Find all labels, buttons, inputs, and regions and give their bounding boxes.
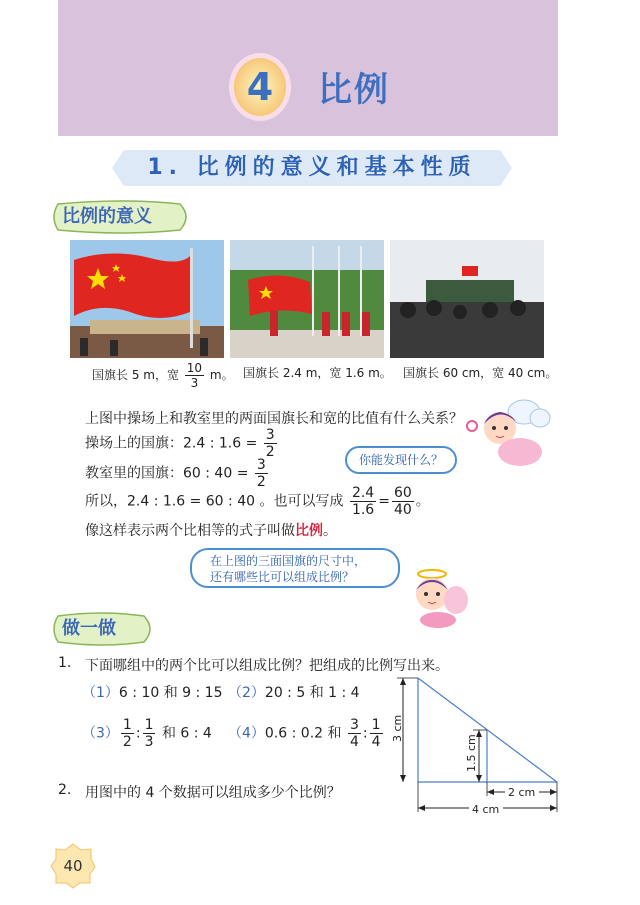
caption-photo-2: 国旗长 2.4 m，宽 1.6 m。	[243, 366, 392, 380]
caption-photo-1: 国旗长 5 m，宽 $\frac{10}{3}$ m。	[92, 361, 234, 390]
question-text: 上图中操场上和教室里的两面国旗长和宽的比值有什么关系？	[85, 411, 463, 427]
label-3cm: 3 cm	[391, 714, 404, 742]
section-banner	[112, 148, 512, 188]
exercise-1-item-1: （1）6 : 10 和 9 : 15	[82, 685, 223, 701]
unit-number-badge	[228, 52, 292, 122]
photo-square-flag	[70, 240, 224, 358]
page-number-badge	[50, 843, 96, 889]
exercise-2-text: 用图中的 4 个数据可以组成多少个比例？	[85, 785, 341, 801]
label-1-5cm: 1.5 cm	[465, 734, 478, 772]
classroom-flag-ratio: 教室里的国旗：60 : 40 = $\frac{3}{2}$	[85, 457, 266, 490]
exercise-1-item-4: （4）0.6 : 0.2 和 $\frac{3}{4}$ : $\frac{1}{4}$	[228, 717, 381, 750]
term-proportion: 比例	[295, 523, 323, 539]
exercise-1-text: 下面哪组中的两个比可以组成比例？把组成的比例写出来。	[85, 658, 449, 674]
subhead-practice	[52, 612, 154, 646]
unit-number: 4	[246, 65, 274, 109]
photo-school-flag	[230, 240, 384, 358]
section-title: 1. 比例的意义和基本性质	[147, 155, 477, 180]
unit-header	[58, 0, 558, 136]
angel-girl-icon	[466, 398, 552, 474]
subhead-meaning	[52, 200, 192, 234]
exercise-2-number: 2.	[58, 782, 72, 798]
bubble-question: 在上图的三面国旗的尺寸中， 还有哪些比可以组成比例？	[190, 548, 400, 588]
label-4cm: 4 cm	[472, 803, 500, 816]
exercise-1-item-2: （2）20 : 5 和 1 : 4	[228, 685, 360, 701]
angel-boy-icon	[402, 566, 472, 630]
label-2cm: 2 cm	[508, 786, 536, 799]
photo-classroom-flag	[390, 240, 544, 358]
so-line: 所以，2.4 : 1.6 = 60 : 40 。也可以写成 $\frac{2.4}{1.6}$ = $\frac{60}{40}$ 。	[85, 485, 430, 518]
subhead-practice-text: 做一做	[62, 618, 116, 639]
caption-photo-3: 国旗长 60 cm，宽 40 cm。	[403, 366, 558, 380]
similar-triangles-figure	[385, 672, 565, 822]
bubble-discover: 你能发现什么？	[345, 446, 457, 474]
page-number: 40	[63, 857, 83, 875]
unit-title: 比例	[318, 70, 390, 110]
exercise-1-item-3: （3） $\frac{1}{2}$ : $\frac{1}{3}$ 和 6 : 4	[82, 717, 212, 750]
subhead-meaning-text: 比例的意义	[62, 206, 152, 227]
playground-flag-ratio: 操场上的国旗：2.4 : 1.6 = $\frac{3}{2}$	[85, 427, 275, 460]
definition-line: 像这样表示两个比相等的式子叫做比例。	[85, 523, 337, 539]
exercise-1-number: 1.	[58, 655, 72, 671]
